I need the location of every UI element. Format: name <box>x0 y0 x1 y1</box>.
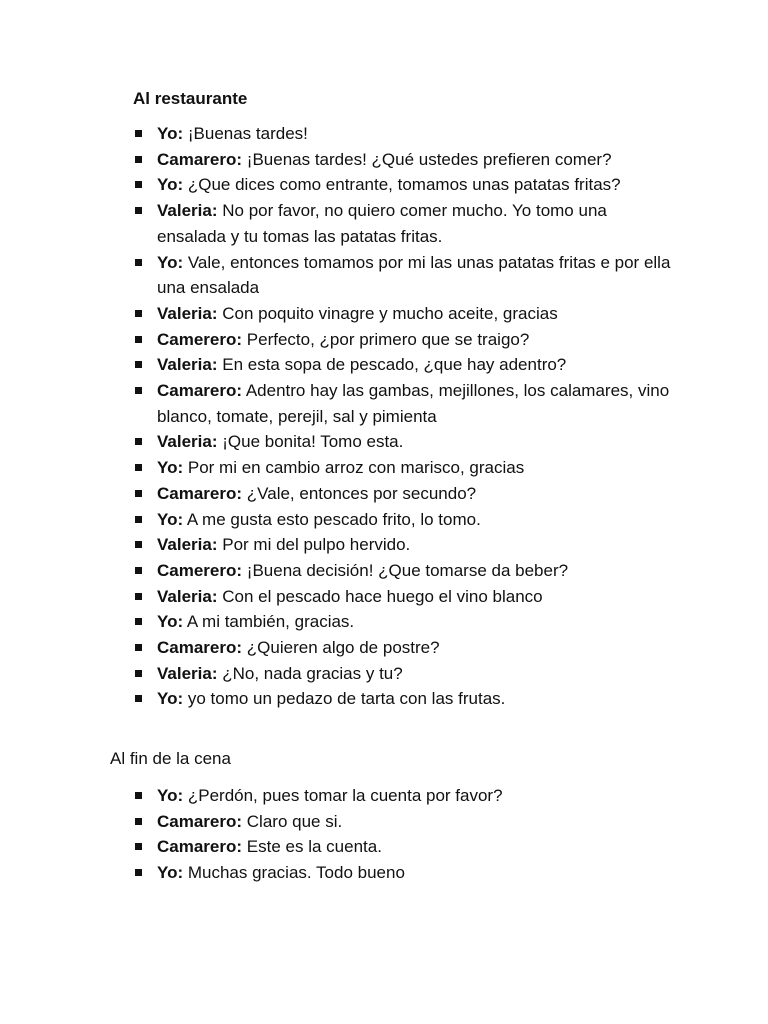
speaker-name: Yo: <box>157 252 184 272</box>
square-bullet-icon <box>135 541 142 548</box>
speaker-name: Camerero: <box>157 560 243 580</box>
dialogue-item <box>133 609 673 635</box>
square-bullet-icon <box>135 567 142 574</box>
speaker-name: Yo: <box>157 612 184 632</box>
dialogue-text: ¿Perdón, pues tomar la cuenta por favor? <box>187 786 503 805</box>
dialogue-item <box>133 352 673 378</box>
dialogue-item <box>133 809 673 835</box>
square-bullet-icon <box>135 464 142 471</box>
square-bullet-icon <box>135 695 142 702</box>
speaker-name: Valeria: <box>157 201 218 221</box>
dialogue-item <box>133 121 673 147</box>
speaker-name: Yo: <box>157 863 184 883</box>
dialogue-item <box>133 783 673 809</box>
dialogue-text: ¡Buena decisión! ¿Que tomarse da beber? <box>246 560 569 580</box>
dialogue-item <box>133 198 673 249</box>
square-bullet-icon <box>135 336 142 343</box>
square-bullet-icon <box>135 869 142 876</box>
dialogue-item <box>133 584 673 610</box>
square-bullet-icon <box>135 593 142 600</box>
section-heading: Al fin de la cena <box>110 749 231 768</box>
speaker-name: Valeria: <box>157 535 218 555</box>
speaker-name: Camarero: <box>157 811 243 831</box>
dialogue-text: ¡Buenas tardes! ¿Qué ustedes prefieren comer? <box>246 149 612 169</box>
speaker-name: Yo: <box>157 689 184 709</box>
square-bullet-icon <box>135 490 142 497</box>
dialogue-item <box>133 834 673 860</box>
dialogue-text: A me gusta esto pescado frito, lo tomo. <box>186 509 481 529</box>
dialogue-text: ¡Buenas tardes! <box>187 124 308 143</box>
dialogue-text: Claro que si. <box>246 811 343 831</box>
speaker-name: Camarero: <box>157 149 243 169</box>
square-bullet-icon <box>135 259 142 266</box>
dialogue-text: yo tomo un pedazo de tarta con las frutas. <box>187 689 506 709</box>
dialogue-text: Por mi en cambio arroz con marisco, gracias <box>187 458 525 478</box>
speaker-name: Yo: <box>157 509 184 529</box>
dialogue-text: No por favor, no quiero comer mucho. Yo tomo una ensalada y tu tomas las patatas fritas. <box>157 201 607 246</box>
dialogue-item <box>133 507 673 533</box>
speaker-name: Valeria: <box>157 303 218 323</box>
dialogue-list <box>133 121 673 712</box>
square-bullet-icon <box>135 618 142 625</box>
dialogue-text: ¿No, nada gracias y tu? <box>222 663 403 683</box>
speaker-name: Yo: <box>157 786 184 805</box>
square-bullet-icon <box>135 361 142 368</box>
dialogue-item <box>133 635 673 661</box>
square-bullet-icon <box>135 387 142 394</box>
dialogue-text: Adentro hay las gambas, mejillones, los calamares, vino blanco, tomate, perejil, sal y pimienta <box>157 381 670 426</box>
dialogue-text: Con poquito vinagre y mucho aceite, gracias <box>222 303 558 323</box>
dialogue-item <box>133 172 673 198</box>
square-bullet-icon <box>135 130 142 137</box>
speaker-name: Camarero: <box>157 483 243 503</box>
speaker-name: Valeria: <box>157 355 218 375</box>
dialogue-item <box>133 661 673 687</box>
square-bullet-icon <box>135 516 142 523</box>
dialogue-text: Muchas gracias. Todo bueno <box>187 863 405 883</box>
dialogue-item <box>133 250 673 301</box>
document-title: Al restaurante <box>133 89 248 108</box>
dialogue-item <box>133 147 673 173</box>
dialogue-item <box>133 481 673 507</box>
speaker-name: Camarero: <box>157 638 243 658</box>
dialogue-text: Este es la cuenta. <box>246 837 382 857</box>
dialogue-text: ¡Que bonita! Tomo esta. <box>222 432 404 452</box>
square-bullet-icon <box>135 843 142 850</box>
speaker-name: Camarero: <box>157 381 243 401</box>
dialogue-text: ¿Vale, entonces por secundo? <box>246 483 477 503</box>
speaker-name: Valeria: <box>157 586 218 606</box>
dialogue-item <box>133 686 673 712</box>
dialogue-text: Perfecto, ¿por primero que se traigo? <box>246 329 530 349</box>
dialogue-item <box>133 532 673 558</box>
dialogue-item <box>133 860 673 886</box>
square-bullet-icon <box>135 818 142 825</box>
speaker-name: Valeria: <box>157 432 218 452</box>
dialogue-text: ¿Quieren algo de postre? <box>246 638 440 658</box>
square-bullet-icon <box>135 207 142 214</box>
speaker-name: Camerero: <box>157 329 243 349</box>
dialogue-item <box>133 327 673 353</box>
speaker-name: Yo: <box>157 175 184 195</box>
dialogue-text: Vale, entonces tomamos por mi las unas patatas fritas e por ella una ensalada <box>157 252 671 298</box>
speaker-name: Camarero: <box>157 837 243 857</box>
dialogue-item <box>133 301 673 327</box>
speaker-name: Valeria: <box>157 663 218 683</box>
dialogue-text: Por mi del pulpo hervido. <box>222 535 411 555</box>
dialogue-item <box>133 429 673 455</box>
dialogue-list-end <box>133 783 673 886</box>
dialogue-item <box>133 378 673 429</box>
dialogue-text: ¿Que dices como entrante, tomamos unas patatas fritas? <box>187 175 621 195</box>
square-bullet-icon <box>135 792 142 799</box>
square-bullet-icon <box>135 670 142 677</box>
square-bullet-icon <box>135 644 142 651</box>
dialogue-item <box>133 455 673 481</box>
dialogue-text: A mi también, gracias. <box>186 612 355 632</box>
dialogue-item <box>133 558 673 584</box>
square-bullet-icon <box>135 310 142 317</box>
speaker-name: Yo: <box>157 458 184 478</box>
dialogue-text: Con el pescado hace huego el vino blanco <box>222 586 543 606</box>
square-bullet-icon <box>135 181 142 188</box>
square-bullet-icon <box>135 156 142 163</box>
speaker-name: Yo: <box>157 124 184 143</box>
square-bullet-icon <box>135 438 142 445</box>
dialogue-text: En esta sopa de pescado, ¿que hay adentro? <box>222 355 567 375</box>
